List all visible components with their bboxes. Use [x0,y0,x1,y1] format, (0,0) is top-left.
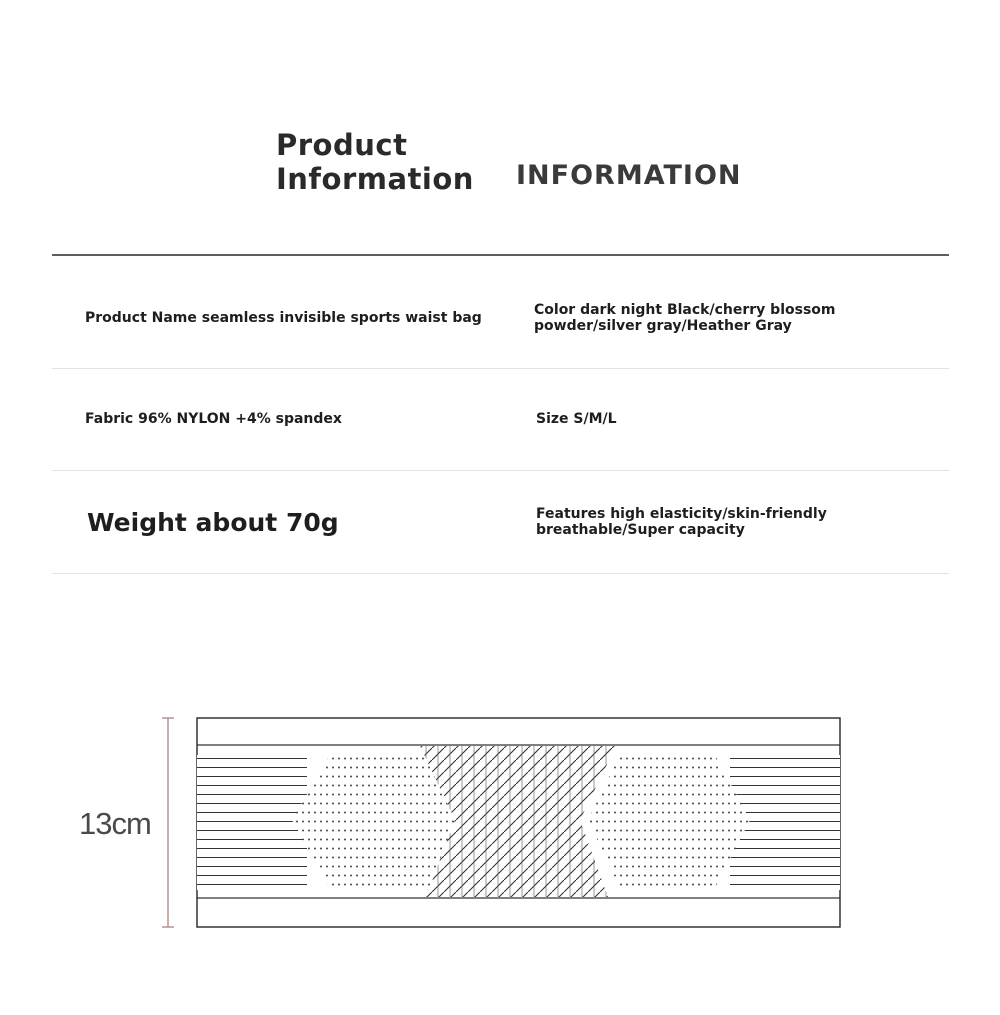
row-divider [52,470,949,471]
height-label: 13cm [79,806,151,841]
spec-weight: Weight about 70g [87,508,339,537]
spec-features: Features high elasticity/skin-friendly breathable/Super capacity [536,506,827,538]
waistband-knit-pattern-icon [197,718,840,927]
header-divider [52,254,949,256]
title-secondary: INFORMATION [516,160,742,191]
spec-color: Color dark night Black/cherry blossom powder/silver gray/Heather Gray [534,302,836,334]
title-primary: Product Information [276,128,474,196]
spec-fabric: Fabric 96% NYLON +4% spandex [85,411,342,427]
waistband-diagram [60,700,860,940]
spec-product-name: Product Name seamless invisible sports waist bag [85,310,482,326]
spec-size: Size S/M/L [536,411,617,427]
row-divider [52,368,949,369]
dimension-marker [162,718,174,927]
row-divider [52,573,949,574]
